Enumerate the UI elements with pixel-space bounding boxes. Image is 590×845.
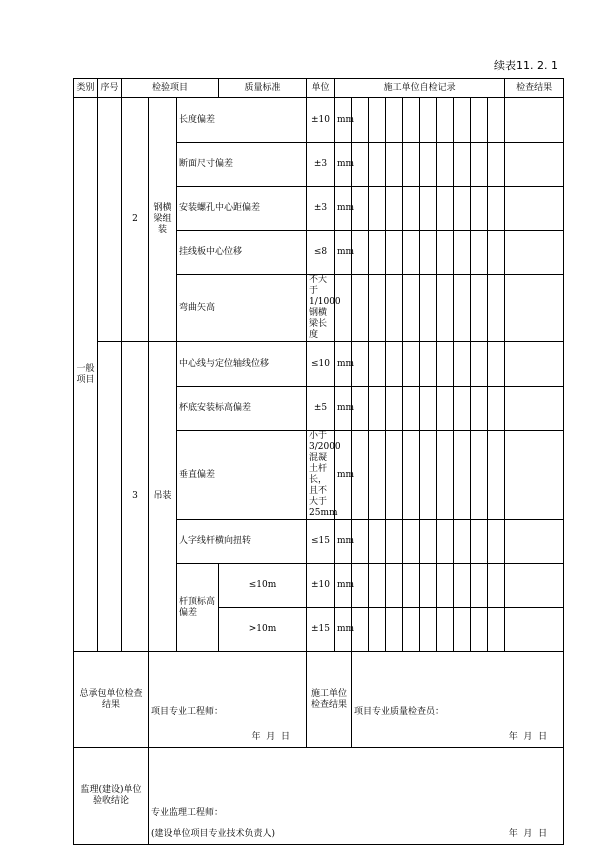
item-label: 人字线杆横向扭转 bbox=[177, 520, 307, 564]
check-cell[interactable] bbox=[437, 98, 454, 143]
check-cell[interactable] bbox=[471, 98, 488, 143]
supervision-owner-label: (建设单位项目专业技术负责人) bbox=[151, 829, 276, 839]
check-cell[interactable] bbox=[454, 387, 471, 431]
unit-value: mm bbox=[335, 608, 352, 652]
category-general: 一般 项目 bbox=[74, 98, 98, 652]
page-label: 续表11. 2. 1 bbox=[494, 59, 558, 72]
check-cell[interactable] bbox=[488, 187, 505, 231]
check-cell[interactable] bbox=[352, 143, 369, 187]
check-cell[interactable] bbox=[488, 143, 505, 187]
construction-date: 年 月 日 bbox=[508, 732, 548, 742]
item-label: 中心线与定位轴线位移 bbox=[177, 342, 307, 387]
check-cell[interactable] bbox=[454, 608, 471, 652]
check-cell[interactable] bbox=[505, 608, 564, 652]
check-cell[interactable] bbox=[505, 98, 564, 143]
check-cell[interactable] bbox=[403, 187, 420, 231]
check-cell[interactable] bbox=[352, 98, 369, 143]
check-cell[interactable] bbox=[488, 231, 505, 275]
group2-name: 钢横 梁组 装 bbox=[149, 98, 177, 342]
item-label: 挂线板中心位移 bbox=[177, 231, 307, 275]
standard-value: ±3 bbox=[307, 143, 335, 187]
check-cell[interactable] bbox=[369, 275, 386, 342]
check-cell[interactable] bbox=[488, 431, 505, 520]
check-cell[interactable] bbox=[437, 387, 454, 431]
check-cell[interactable] bbox=[386, 275, 403, 342]
standard-value: ±3 bbox=[307, 187, 335, 231]
check-cell[interactable] bbox=[403, 431, 420, 520]
check-cell[interactable] bbox=[437, 231, 454, 275]
check-cell[interactable] bbox=[386, 608, 403, 652]
check-cell[interactable] bbox=[369, 98, 386, 143]
check-cell[interactable] bbox=[420, 143, 437, 187]
header-category: 类别 bbox=[74, 79, 98, 98]
check-cell[interactable] bbox=[352, 342, 369, 387]
check-cell[interactable] bbox=[488, 564, 505, 608]
check-cell[interactable] bbox=[471, 187, 488, 231]
standard-value: ±10 bbox=[307, 98, 335, 143]
item-label: 杯底安装标高偏差 bbox=[177, 387, 307, 431]
check-cell[interactable] bbox=[505, 143, 564, 187]
header-self-check: 施工单位自检记录 bbox=[335, 79, 505, 98]
unit-value: mm bbox=[335, 342, 352, 387]
contractor-engineer-label: 项目专业工程师： bbox=[151, 707, 224, 717]
supervision-sign-area[interactable] bbox=[149, 748, 564, 845]
check-cell[interactable] bbox=[471, 431, 488, 520]
check-cell[interactable] bbox=[488, 520, 505, 564]
construction-label: 施工单位检查结果 bbox=[307, 652, 352, 748]
unit-value: mm bbox=[335, 98, 352, 143]
check-cell[interactable] bbox=[437, 431, 454, 520]
group2-seq: 2 bbox=[122, 98, 149, 342]
check-cell[interactable] bbox=[369, 231, 386, 275]
condition-label: ≤10m bbox=[219, 564, 307, 608]
check-cell[interactable] bbox=[437, 143, 454, 187]
header-item: 检验项目 bbox=[122, 79, 219, 98]
check-cell[interactable] bbox=[386, 98, 403, 143]
check-cell[interactable] bbox=[471, 231, 488, 275]
standard-value: 小于3/2000混凝土杆长，且不大于25mm bbox=[307, 431, 335, 520]
check-cell[interactable] bbox=[437, 187, 454, 231]
check-cell[interactable] bbox=[488, 608, 505, 652]
check-cell[interactable] bbox=[454, 187, 471, 231]
check-cell[interactable] bbox=[420, 187, 437, 231]
check-cell[interactable] bbox=[352, 387, 369, 431]
check-cell[interactable] bbox=[352, 520, 369, 564]
standard-value: ±10 bbox=[307, 564, 335, 608]
check-cell[interactable] bbox=[471, 387, 488, 431]
check-cell[interactable] bbox=[488, 342, 505, 387]
check-cell[interactable] bbox=[352, 608, 369, 652]
check-cell[interactable] bbox=[420, 387, 437, 431]
check-cell[interactable] bbox=[369, 564, 386, 608]
check-cell[interactable] bbox=[369, 520, 386, 564]
check-cell[interactable] bbox=[386, 143, 403, 187]
header-row bbox=[74, 79, 564, 98]
check-cell[interactable] bbox=[352, 431, 369, 520]
check-cell[interactable] bbox=[454, 143, 471, 187]
check-cell[interactable] bbox=[420, 520, 437, 564]
check-cell[interactable] bbox=[352, 231, 369, 275]
check-cell[interactable] bbox=[420, 231, 437, 275]
check-cell[interactable] bbox=[488, 98, 505, 143]
item-label: 弯曲矢高 bbox=[177, 275, 307, 342]
check-cell[interactable] bbox=[454, 231, 471, 275]
construction-sign-area[interactable] bbox=[352, 652, 564, 748]
check-cell[interactable] bbox=[471, 520, 488, 564]
item-label: 安装螺孔中心距偏差 bbox=[177, 187, 307, 231]
header-seq: 序号 bbox=[98, 79, 122, 98]
group3-seq: 3 bbox=[122, 342, 149, 652]
check-cell[interactable] bbox=[437, 342, 454, 387]
check-cell[interactable] bbox=[403, 520, 420, 564]
check-cell[interactable] bbox=[352, 275, 369, 342]
check-cell[interactable] bbox=[471, 275, 488, 342]
group3-name: 吊装 bbox=[149, 342, 177, 652]
header-unit: 单位 bbox=[307, 79, 335, 98]
unit-value: mm bbox=[335, 431, 352, 520]
check-cell[interactable] bbox=[403, 231, 420, 275]
check-cell[interactable] bbox=[505, 231, 564, 275]
check-cell[interactable] bbox=[471, 342, 488, 387]
item-label: 断面尺寸偏差 bbox=[177, 143, 307, 187]
check-cell[interactable] bbox=[505, 387, 564, 431]
check-cell[interactable] bbox=[386, 231, 403, 275]
check-cell[interactable] bbox=[386, 520, 403, 564]
unit-value bbox=[335, 275, 352, 342]
check-cell[interactable] bbox=[488, 387, 505, 431]
check-cell[interactable] bbox=[505, 187, 564, 231]
standard-value: ≤15 bbox=[307, 520, 335, 564]
unit-value: mm bbox=[335, 187, 352, 231]
unit-value: mm bbox=[335, 564, 352, 608]
unit-value: mm bbox=[335, 143, 352, 187]
check-cell[interactable] bbox=[386, 387, 403, 431]
check-cell[interactable] bbox=[454, 342, 471, 387]
check-cell[interactable] bbox=[352, 564, 369, 608]
contractor-row bbox=[74, 652, 564, 748]
check-cell[interactable] bbox=[505, 275, 564, 342]
supervision-label: 监理(建设)单位验收结论 bbox=[74, 748, 149, 845]
inspection-form-table bbox=[73, 78, 564, 845]
table-row bbox=[74, 342, 564, 387]
check-cell[interactable] bbox=[420, 98, 437, 143]
table-row bbox=[74, 98, 564, 143]
contractor-date: 年 月 日 bbox=[251, 732, 290, 742]
check-cell[interactable] bbox=[420, 608, 437, 652]
check-cell[interactable] bbox=[386, 342, 403, 387]
check-cell[interactable] bbox=[471, 564, 488, 608]
check-cell[interactable] bbox=[437, 275, 454, 342]
check-cell[interactable] bbox=[386, 564, 403, 608]
header-standard: 质量标准 bbox=[219, 79, 307, 98]
check-cell[interactable] bbox=[420, 431, 437, 520]
check-cell[interactable] bbox=[369, 143, 386, 187]
standard-value: ≤8 bbox=[307, 231, 335, 275]
check-cell[interactable] bbox=[403, 564, 420, 608]
check-cell[interactable] bbox=[505, 564, 564, 608]
check-cell[interactable] bbox=[505, 342, 564, 387]
check-cell[interactable] bbox=[454, 98, 471, 143]
check-cell[interactable] bbox=[420, 564, 437, 608]
check-cell[interactable] bbox=[471, 143, 488, 187]
check-cell[interactable] bbox=[454, 431, 471, 520]
unit-value: mm bbox=[335, 387, 352, 431]
check-cell[interactable] bbox=[437, 608, 454, 652]
standard-value: ±5 bbox=[307, 387, 335, 431]
construction-inspector-label: 项目专业质量检查员： bbox=[354, 707, 445, 717]
check-cell[interactable] bbox=[369, 187, 386, 231]
supervision-date: 年 月 日 bbox=[508, 829, 548, 839]
check-cell[interactable] bbox=[369, 431, 386, 520]
check-cell[interactable] bbox=[420, 275, 437, 342]
unit-value: mm bbox=[335, 520, 352, 564]
check-cell[interactable] bbox=[437, 564, 454, 608]
item-label: 垂直偏差 bbox=[177, 431, 307, 520]
standard-value: 不大于1/1000钢横梁长度 bbox=[307, 275, 335, 342]
check-cell[interactable] bbox=[454, 275, 471, 342]
header-result: 检查结果 bbox=[505, 79, 564, 98]
contractor-label: 总承包单位检查结果 bbox=[74, 652, 149, 748]
check-cell[interactable] bbox=[403, 608, 420, 652]
subgroup-name: 杆顶标高偏差 bbox=[177, 564, 219, 652]
check-cell[interactable] bbox=[403, 387, 420, 431]
unit-value: mm bbox=[335, 231, 352, 275]
standard-value: ±15 bbox=[307, 608, 335, 652]
supervision-row bbox=[74, 748, 564, 845]
check-cell[interactable] bbox=[386, 187, 403, 231]
standard-value: ≤10 bbox=[307, 342, 335, 387]
check-cell[interactable] bbox=[403, 275, 420, 342]
condition-label: >10m bbox=[219, 608, 307, 652]
item-label: 长度偏差 bbox=[177, 98, 307, 143]
check-cell[interactable] bbox=[403, 98, 420, 143]
check-cell[interactable] bbox=[352, 187, 369, 231]
check-cell[interactable] bbox=[403, 143, 420, 187]
check-cell[interactable] bbox=[437, 520, 454, 564]
check-cell[interactable] bbox=[471, 608, 488, 652]
check-cell[interactable] bbox=[386, 431, 403, 520]
check-cell[interactable] bbox=[505, 431, 564, 520]
check-cell[interactable] bbox=[369, 342, 386, 387]
check-cell[interactable] bbox=[454, 564, 471, 608]
check-cell[interactable] bbox=[369, 387, 386, 431]
check-cell[interactable] bbox=[403, 342, 420, 387]
check-cell[interactable] bbox=[488, 275, 505, 342]
supervision-engineer-label: 专业监理工程师： bbox=[151, 808, 224, 818]
contractor-sign-area[interactable] bbox=[149, 652, 307, 748]
check-cell[interactable] bbox=[505, 520, 564, 564]
check-cell[interactable] bbox=[369, 608, 386, 652]
check-cell[interactable] bbox=[454, 520, 471, 564]
check-cell[interactable] bbox=[420, 342, 437, 387]
